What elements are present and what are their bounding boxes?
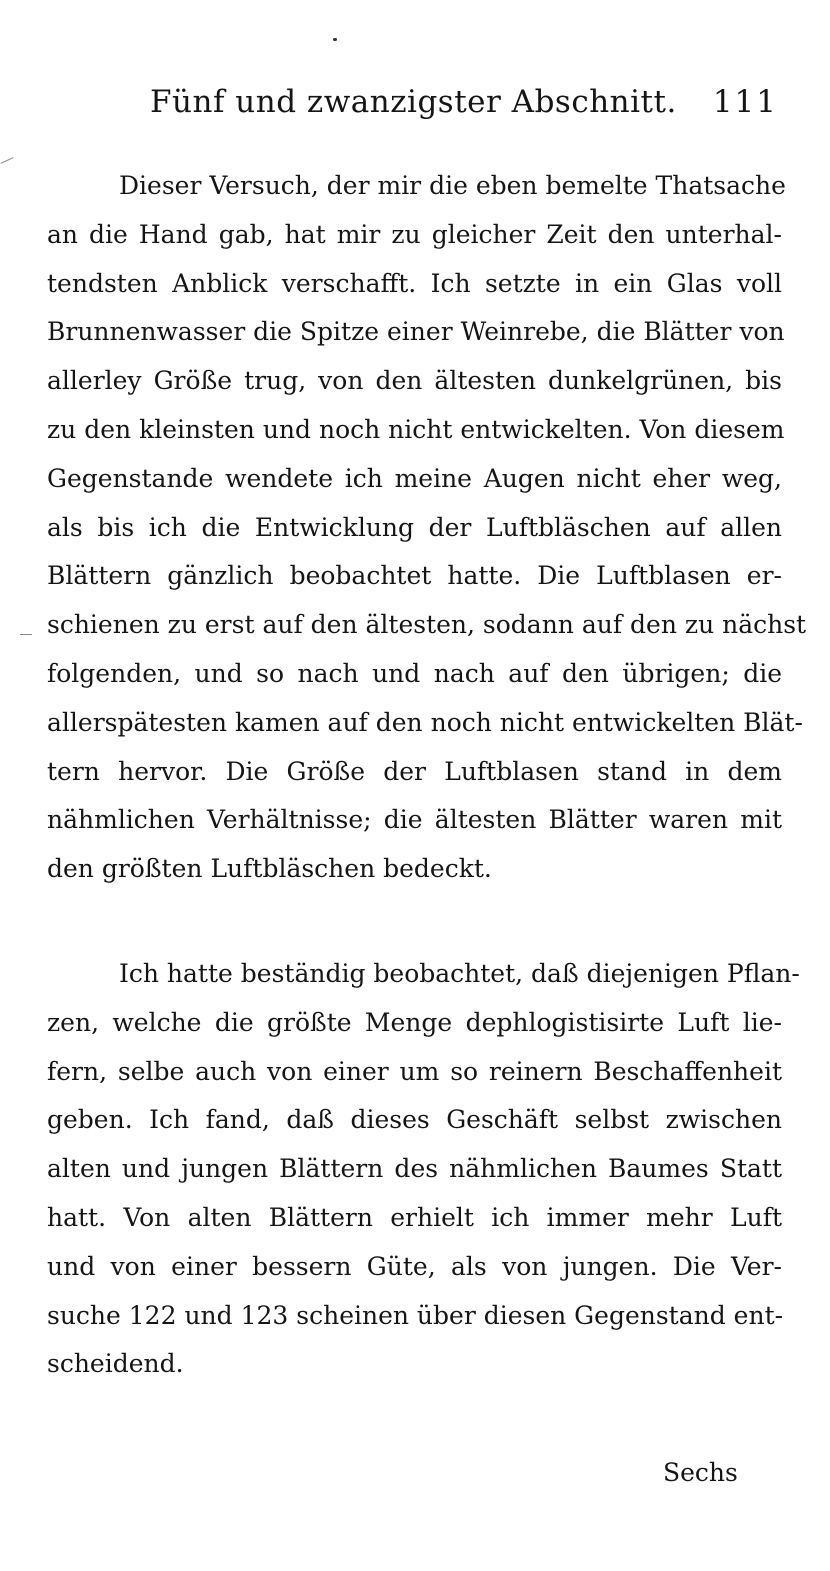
text-line: zu den kleinsten und noch nicht entwickelten. Von diesem [47,414,785,444]
text-line: alten und jungen Blättern des nähmlichen Baumes Statt [47,1154,782,1184]
scan-mark-top [0,157,13,164]
text-line: den größten Luftbläschen bedeckt. [47,854,492,884]
text-line: nähmlichen Verhältnisse; die ältesten Blätter waren mit [47,805,782,835]
text-line: geben. Ich fand, daß dieses Geschäft selbst zwischen [47,1105,782,1135]
text-line: an die Hand gab, hat mir zu gleicher Zeit den unterhal- [47,219,782,249]
text-line: tern hervor. Die Größe der Luftblasen stand in dem [47,756,782,786]
page-number: 111 [712,84,778,120]
text-line: schienen zu erst auf den ältesten, sodann auf den zu nächst [47,610,807,640]
text-line: zen, welche die größte Menge dephlogistisirte Luft lie- [47,1007,782,1037]
text-line: scheidend. [47,1349,184,1379]
text-line: fern, selbe auch von einer um so reinern Beschaffenheit [47,1056,782,1086]
page-header [150,84,778,128]
text-line: hatt. Von alten Blättern erhielt ich immer mehr Luft [47,1202,782,1232]
text-line: folgenden, und so nach und nach auf den übrigen; die [47,658,782,688]
paragraph-1 [47,162,807,894]
text-line: Gegenstande wendete ich meine Augen nicht eher weg, [47,463,782,493]
text-line: Brunnenwasser die Spitze einer Weinrebe, die Blätter von [47,317,785,347]
text-line: als bis ich die Entwicklung der Luftbläschen auf allen [47,512,782,542]
running-title: Fünf und zwanzigster Abschnitt. [150,84,677,120]
text-line: und von einer bessern Güte, als von jungen. Die Ver- [47,1251,782,1281]
text-line: Ich hatte beständig beobachtet, daß diejenigen Pflan- [119,959,800,988]
paragraph-2 [47,950,800,1389]
text-line: allerspätesten kamen auf den noch nicht entwickelten Blät- [47,707,803,737]
text-line: tendsten Anblick verschafft. Ich setzte in ein Glas voll [47,268,782,298]
text-line: suche 122 und 123 scheinen über diesen Gegenstand ent- [47,1300,784,1330]
text-line: Blättern gänzlich beobachtet hatte. Die Luftblasen er- [47,561,782,591]
text-line: Dieser Versuch, der mir die eben bemelte Thatsache [119,171,786,200]
print-speck [333,38,337,41]
catchword: Sechs [663,1458,738,1487]
text-line: allerley Größe trug, von den ältesten dunkelgrünen, bis [47,366,782,396]
scan-mark-margin [20,634,32,635]
